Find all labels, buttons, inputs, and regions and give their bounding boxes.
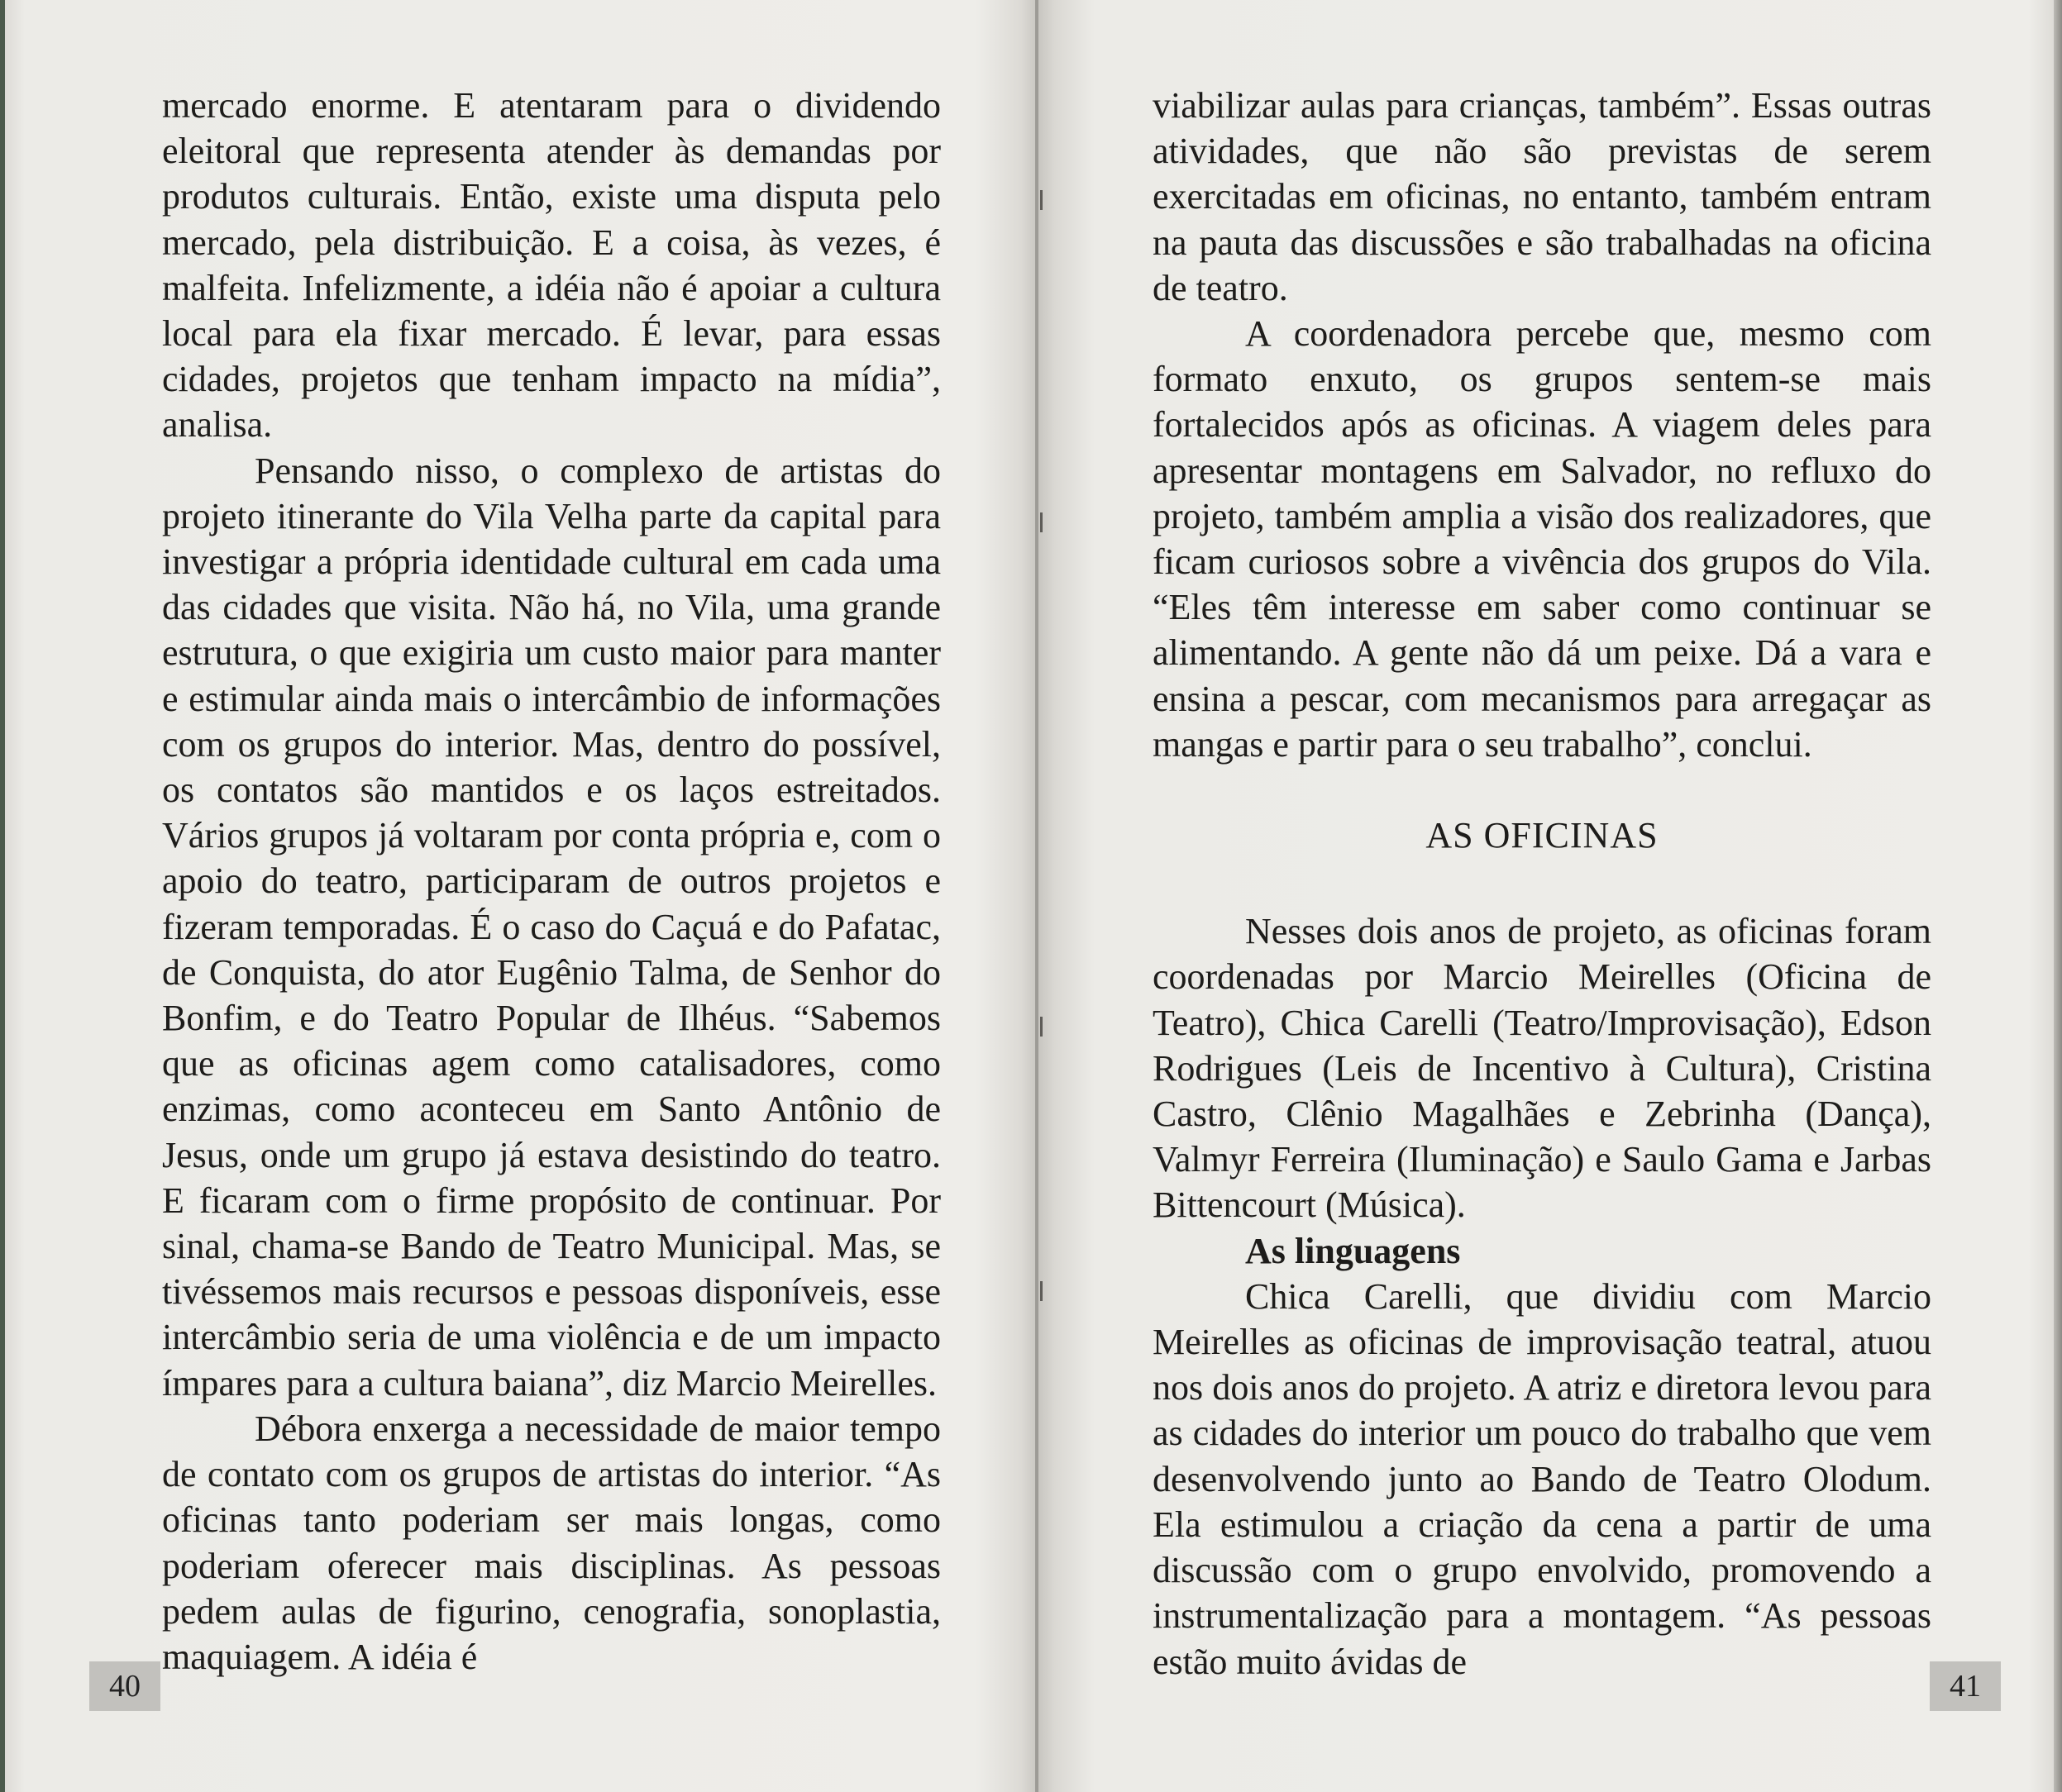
page-number: 40 bbox=[89, 1661, 160, 1711]
section-title: AS OFICINAS bbox=[1425, 815, 1659, 856]
page-number: 41 bbox=[1930, 1661, 2001, 1711]
spine-mark bbox=[1040, 1017, 1043, 1037]
spine-mark bbox=[1040, 190, 1043, 210]
page-edge bbox=[2054, 0, 2062, 1792]
spacer bbox=[1153, 858, 1931, 908]
paragraph: A coordenadora percebe que, mesmo com formato enxuto, os grupos sentem-se mais fortalecidos após as oficinas. A viagem deles para apresentar montagens em Salvador, no refluxo do projeto, também amplia a visão dos realizadores, que ficam curiosos sobre a vivência dos grupos do Vila. “Eles têm interesse em saber como continuar se alimentando. A gente não dá um peixe. Dá a vara e ensina a pescar, com mecanismos para arregaçar as mangas e partir para o seu trabalho”, conclui. bbox=[1153, 313, 1931, 765]
spacer bbox=[1153, 767, 1931, 813]
right-text-column bbox=[1153, 83, 1931, 1685]
book-gutter bbox=[1035, 0, 1038, 1792]
paragraph: Débora enxerga a necessidade de maior tempo de contato com os grupos de artistas do interior. “As oficinas tanto poderiam ser mais longas, como poderiam oferecer mais disciplinas. As pessoas pedem aulas de figurino, cenografia, sonoplastia, maquiagem. A idéia é bbox=[162, 1408, 941, 1677]
paragraph: Nesses dois anos de projeto, as oficinas foram coordenadas por Marcio Meirelles (Oficina de Teatro), Chica Carelli (Teatro/Improvisação), Edson Rodrigues (Leis de Incentivo à Cultura), Cristina Castro, Clênio Magalhães e Zebrinha (Dança), Valmyr Ferreira (Iluminação) e Saulo Gama e Jarbas Bittencourt (Música). bbox=[1153, 911, 1931, 1226]
spine-mark bbox=[1040, 512, 1043, 532]
paragraph: viabilizar aulas para crianças, também”. Essas outras atividades, que não são previstas de serem exercitadas em oficinas, no entanto, também entram na pauta das discussões e são trabalhadas na oficina de teatro. bbox=[1153, 85, 1931, 308]
right-page bbox=[1037, 0, 2062, 1792]
spine-mark bbox=[1040, 1281, 1043, 1301]
paragraph: Pensando nisso, o complexo de artistas do projeto itinerante do Vila Velha parte da capital para investigar a própria identidade cultural em cada uma das cidades que visita. Não há, no Vila, uma grande estrutura, o que exigiria um custo maior para manter e estimular ainda mais o intercâmbio de informações com os grupos do interior. Mas, dentro do possível, os contatos são mantidos e os laços estreitados. Vários grupos já voltaram por conta própria e, com o apoio do teatro, participaram de outros projetos e fizeram temporadas. É o caso do Caçuá e do Pafatac, de Conquista, do ator Eugênio Talma, de Senhor do Bonfim, e do Teatro Popular de Ilhéus. “Sabemos que as oficinas agem como catalisadores, como enzimas, como aconteceu em Santo Antônio de Jesus, onde um grupo já estava desistindo do teatro. E ficaram com o firme propósito de continuar. Por sinal, chama-se Bando de Teatro Municipal. Mas, se tivéssemos mais recursos e pessoas disponíveis, esse intercâmbio seria de uma violência e de um impacto ímpares para a cultura baiana”, diz Marcio Meirelles. bbox=[162, 450, 941, 1404]
paragraph: mercado enorme. E atentaram para o dividendo eleitoral que representa atender às demandas por produtos culturais. Então, existe uma disputa pelo mercado, pela distribuição. E a coisa, às vezes, é malfeita. Infelizmente, a idéia não é apoiar a cultura local para ela fixar mercado. É levar, para essas cidades, projetos que tenham impacto na mídia”, analisa. bbox=[162, 85, 941, 446]
paragraph: Chica Carelli, que dividiu com Marcio Meirelles as oficinas de improvisação teatral, atuou nos dois anos do projeto. A atriz e diretora levou para as cidades do interior um pouco do trabalho que vem desenvolvendo junto ao Bando de Teatro Olodum. Ela estimulou a criação da cena a partir de uma discussão com o grupo envolvido, promovendo a instrumentalização para a montagem. “As pessoas estão muito ávidas de bbox=[1153, 1275, 1931, 1682]
subheading: As linguagens bbox=[1245, 1230, 1461, 1271]
page-edge bbox=[0, 0, 5, 1792]
left-text-column bbox=[162, 83, 941, 1680]
